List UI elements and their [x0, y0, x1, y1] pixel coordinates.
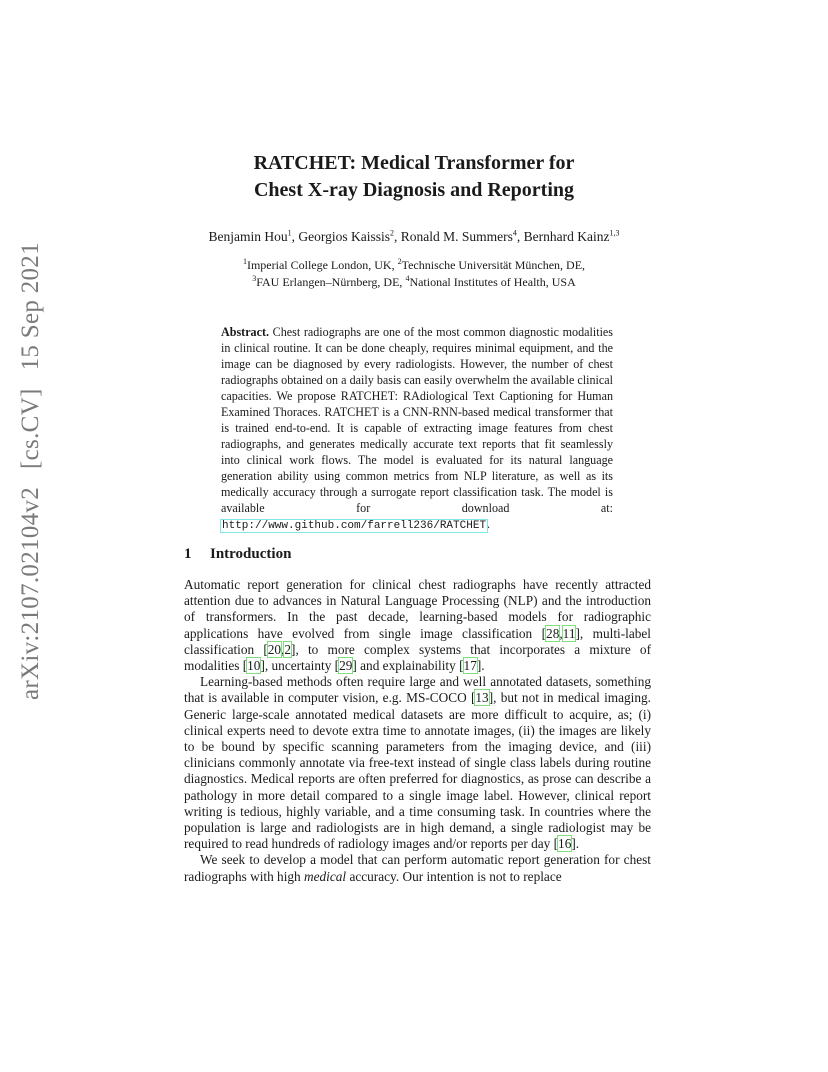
author-list: Benjamin Hou$^1$, Georgios Kaissis$^2$, Ronald M. Summers$^4$, Bernhard Kainz$^{1,3}$	[208, 228, 620, 244]
affiliation-text: Technische Universität München, DE,	[401, 258, 586, 272]
citation-link[interactable]: 17	[463, 658, 477, 674]
paragraph-text: ], multi-label classification [	[184, 625, 651, 657]
paragraph-text: We seek to develop a model that can perform automatic report generation for chest radiographs with high	[184, 852, 651, 884]
abstract	[221, 324, 613, 534]
citation-link[interactable]: 2	[284, 641, 292, 657]
section-body	[184, 577, 651, 885]
author-name: Georgios Kaissis	[298, 229, 391, 244]
citation-link[interactable]: 29	[339, 658, 353, 674]
paragraph	[184, 577, 651, 674]
citation-link[interactable]: 28	[546, 625, 560, 641]
arxiv-id: arXiv:2107.02104v2	[17, 486, 44, 700]
paragraph-text: ], but not in medical imaging. Generic large-scale annotated medical datasets are more difficult to acquire, as; (i) clinical experts need to devote extra time to annotate images, (ii) the images are likely to be bound by specific scanning parameters from the imaging device, and (iii) clinicians commonly annotate via free-text instead of single class labels during routine diagnostics. Medical reports are often preferred for diagnostics, as prose can describe a pathology in more detail compared to a single image label. However, clinical report writing is tedious, highly variable, and a time consuming task. In countries where the population is large and radiologists are in high demand, a single radiologist may be required to read hundreds of radiology images and/or reports per day [	[184, 690, 651, 852]
author-affiliation-mark: 1	[287, 228, 292, 238]
author-affiliation-mark: 4	[512, 228, 517, 238]
citation-link[interactable]: 10	[247, 658, 261, 674]
paragraph-text: accuracy. Our intention is not to replace	[346, 868, 562, 884]
paragraph-text: Learning-based methods often require large and well annotated datasets, something that is available in computer vision, e.g. MS-COCO [	[184, 674, 651, 706]
arxiv-category: [cs.CV]	[17, 388, 44, 469]
paragraph	[184, 852, 651, 884]
emphasis: medical	[304, 868, 347, 884]
author-name: Bernhard Kainz	[523, 229, 610, 244]
paragraph-text: ], to more complex systems that incorporates a mixture of modalities [	[184, 641, 651, 674]
affiliation-mark: 1	[242, 257, 247, 266]
paragraph-text: ,	[559, 625, 563, 641]
author-affiliation-mark: 2	[390, 228, 395, 238]
affiliation-text: FAU Erlangen–Nürnberg, DE,	[256, 275, 406, 289]
abstract-text: Chest radiographs are one of the most common diagnostic modalities in clinical routine. It can be done cheaply, requires minimal equipment, and the image can be diagnosed by every radiologists. However, the number of chest radiographs obtained on a daily basis can easily overwhelm the available clinical capacities. We propose RATCHET: RAdiological Text Captioning for Human Examined Thoraces. RATCHET is a CNN-RNN-based medical transformer that is trained end-to-end. It is capable of extracting image features from chest radiographs, and generates medically accurate text reports that fit seamlessly into clinical work flows. The model is evaluated for its natural language generation ability using common metrics from NLP literature, as well as its medically accuracy through a surrogate report classification task. The model is available for download at:	[221, 325, 613, 515]
section-heading	[184, 545, 291, 563]
affiliation-text: Imperial College London, UK,	[246, 258, 398, 272]
paragraph	[184, 674, 651, 852]
citation-link[interactable]: 20	[267, 641, 282, 657]
author-name: Benjamin Hou	[208, 229, 288, 244]
arxiv-stamp	[16, 242, 46, 700]
repository-link[interactable]: http://www.github.com/farrell236/RATCHET	[222, 520, 487, 532]
affiliation-line	[0, 257, 828, 274]
section-title: Introduction	[210, 546, 292, 562]
title-line-2: Chest X-ray Diagnosis and Reporting	[253, 179, 575, 201]
affiliation-line	[0, 274, 828, 291]
paragraph-text: ].	[571, 836, 580, 852]
author-affiliation-mark: 1,3	[609, 228, 620, 238]
citation-link[interactable]: 16	[558, 836, 572, 852]
paragraph-text: ], uncertainty [	[260, 658, 340, 674]
abstract-label: Abstract.	[221, 325, 270, 339]
paper-title	[0, 150, 828, 204]
affiliation-mark: 2	[397, 257, 402, 266]
paragraph-text: ,	[281, 641, 285, 657]
citation-link[interactable]: 13	[475, 690, 489, 706]
paragraph-text: ].	[476, 658, 485, 674]
affiliation-text: National Institutes of Health, USA	[409, 275, 576, 289]
abstract-end: .	[487, 517, 491, 531]
affiliation-mark: 4	[405, 274, 410, 283]
arxiv-date: 15 Sep 2021	[17, 242, 44, 371]
author-name: Ronald M. Summers	[400, 229, 513, 244]
affiliation-mark: 3	[252, 274, 257, 283]
citation-link[interactable]: 11	[562, 625, 576, 641]
paragraph-text: ] and explainability [	[352, 658, 464, 674]
section-number: 1	[184, 546, 192, 562]
title-line-1: RATCHET: Medical Transformer for	[253, 152, 575, 174]
paragraph-text: Automatic report generation for clinical chest radiographs have recently attracted attention due to advances in Natural Language Processing (NLP) and the introduction of transformers. In the past decade, learning-based models for radiographic applications have evolved from single image classification [	[184, 577, 651, 641]
affiliations	[0, 257, 828, 291]
